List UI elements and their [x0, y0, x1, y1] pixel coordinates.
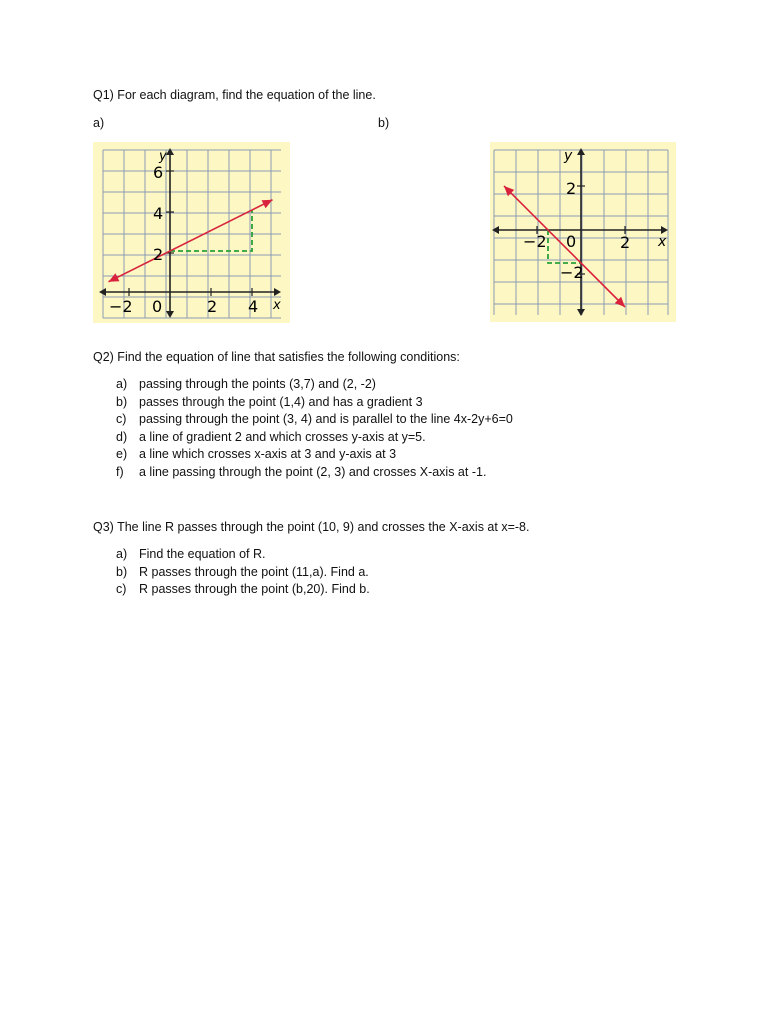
- list-item: [116, 581, 370, 599]
- list-marker: c): [116, 582, 127, 597]
- list-marker: f): [116, 464, 124, 479]
- list-item: [116, 564, 370, 582]
- list-text: Find the equation of R.: [139, 547, 266, 561]
- list-text: a line which crosses x-axis at 3 and y-axis at 3: [139, 447, 397, 462]
- graph-a-tick-x-2: 2: [207, 297, 218, 316]
- graph-b: [490, 142, 676, 322]
- graph-b-x-label: x: [658, 234, 667, 250]
- list-marker: c): [116, 412, 127, 427]
- list-text: passing through the point (3, 4) and is parallel to the line 4x-2y+6=0: [139, 412, 513, 427]
- list-item: [116, 446, 513, 464]
- list-marker: a): [116, 547, 128, 561]
- list-marker: a): [116, 377, 128, 391]
- graph-a-background: [93, 142, 290, 323]
- graph-b-tick-x-0: 0: [566, 232, 577, 251]
- graph-a-tick-y-4: 4: [153, 204, 164, 223]
- list-text: R passes through the point (11,a). Find a.: [139, 564, 369, 579]
- list-text: R passes through the point (b,20). Find b.: [139, 582, 370, 597]
- list-item: [116, 464, 513, 482]
- graph-a-tick-x-0: 0: [152, 297, 163, 316]
- q1-label-b: b): [378, 116, 390, 130]
- q2-prompt: Q2) Find the equation of line that satisfies the following conditions:: [93, 350, 460, 364]
- graph-b-y-label: y: [564, 148, 573, 164]
- list-text: passing through the points (3,7) and (2, -2): [139, 377, 376, 391]
- graph-a-tick-y-6: 6: [153, 163, 164, 182]
- list-item: [116, 429, 513, 447]
- list-marker: b): [116, 564, 128, 579]
- graph-a-y-label: y: [159, 149, 167, 164]
- graph-b-svg: [490, 142, 676, 322]
- q1-prompt: Q1) For each diagram, find the equation of the line.: [93, 88, 376, 102]
- graph-a-svg: [93, 142, 290, 323]
- list-text: passes through the point (1,4) and has a gradient 3: [139, 394, 423, 409]
- list-item: [116, 394, 513, 412]
- list-item: [116, 546, 370, 564]
- q2-list: [116, 376, 513, 482]
- list-text: a line passing through the point (2, 3) and crosses X-axis at -1.: [139, 464, 487, 479]
- q3-prompt: Q3) The line R passes through the point (10, 9) and crosses the X-axis at x=-8.: [93, 520, 530, 534]
- list-marker: b): [116, 394, 128, 409]
- graph-b-tick-x-neg2: −2: [523, 232, 547, 251]
- q1-label-a: a): [93, 116, 105, 130]
- graph-b-tick-x-2: 2: [620, 233, 631, 252]
- graph-a-x-label: x: [273, 298, 281, 313]
- list-marker: d): [116, 429, 128, 444]
- graph-b-tick-y-2: 2: [566, 179, 577, 198]
- list-text: a line of gradient 2 and which crosses y-axis at y=5.: [139, 429, 426, 444]
- list-item: [116, 411, 513, 429]
- graph-a-tick-x-4: 4: [248, 297, 259, 316]
- graph-a-tick-x-neg2: −2: [109, 297, 133, 316]
- list-marker: e): [116, 447, 128, 462]
- graph-a: [93, 142, 290, 323]
- graph-a-tick-y-2: 2: [153, 245, 164, 264]
- list-item: [116, 376, 513, 394]
- q3-list: [116, 546, 370, 599]
- graph-b-tick-y-neg2: −2: [560, 263, 584, 282]
